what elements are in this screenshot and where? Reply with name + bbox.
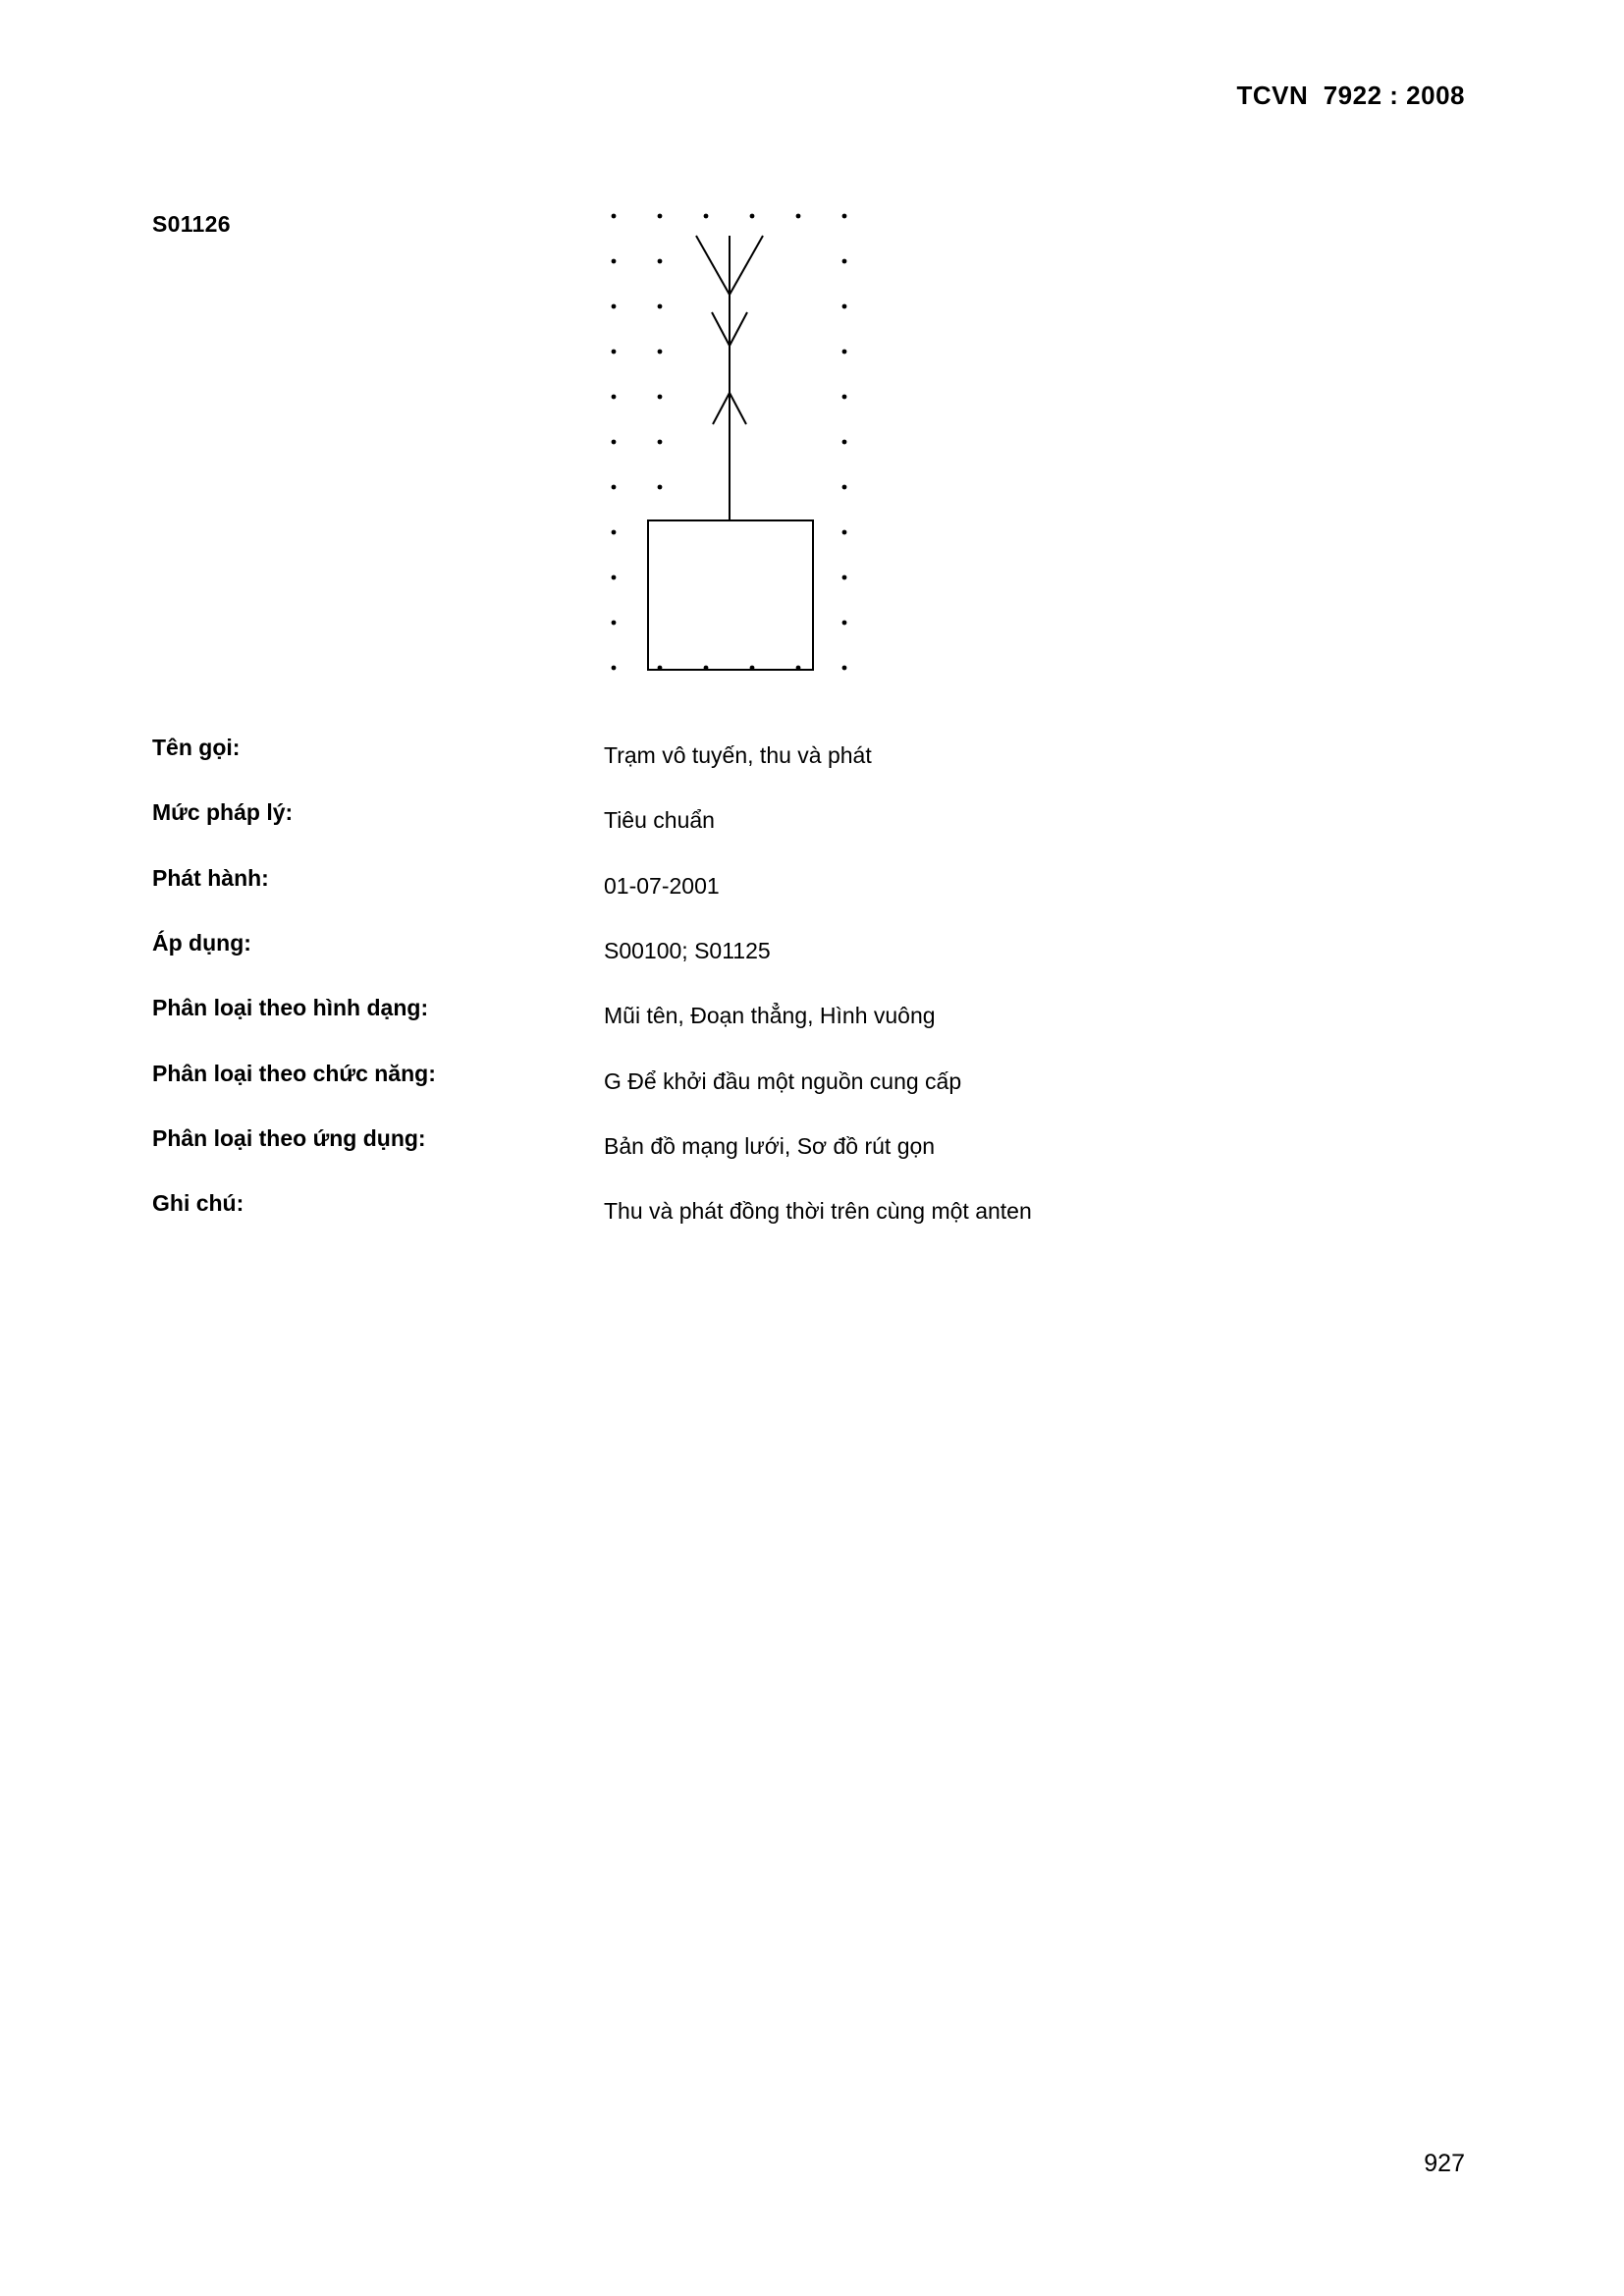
symbol-attribute-table <box>152 732 1458 1253</box>
attribute-value: Trạm vô tuyến, thu và phát <box>604 742 872 768</box>
table-row <box>152 1187 1458 1228</box>
attribute-value: Bản đồ mạng lưới, Sơ đồ rút gọn <box>604 1133 936 1160</box>
page-number: 927 <box>1424 2150 1465 2177</box>
table-row <box>152 992 1458 1032</box>
table-row <box>152 862 1458 902</box>
attribute-label: Mức pháp lý: <box>152 799 294 826</box>
antenna-mast <box>696 236 763 520</box>
station-box <box>648 520 813 670</box>
standard-reference-header: TCVN 7922 : 2008 <box>1236 81 1465 110</box>
attribute-label: Tên gọi: <box>152 735 241 760</box>
attribute-value: Thu và phát đồng thời trên cùng một anten <box>604 1198 1032 1225</box>
attribute-label: Phân loại theo ứng dụng: <box>152 1125 426 1152</box>
table-row <box>152 732 1458 772</box>
symbol-figure <box>589 196 884 727</box>
attribute-label: Phân loại theo chức năng: <box>152 1060 436 1086</box>
attribute-label: Ghi chú: <box>152 1190 244 1217</box>
attribute-value: G Để khởi đầu một nguồn cung cấp <box>604 1067 962 1094</box>
attribute-label: Áp dụng: <box>152 930 251 957</box>
attribute-value: Mũi tên, Đoạn thẳng, Hình vuông <box>604 1003 936 1029</box>
symbol-code: S01126 <box>152 211 231 237</box>
table-row <box>152 1122 1458 1163</box>
table-row <box>152 796 1458 837</box>
attribute-value: S00100; S01125 <box>604 938 771 964</box>
attribute-label: Phân loại theo hình dạng: <box>152 995 429 1021</box>
attribute-value: 01-07-2001 <box>604 872 720 899</box>
table-row <box>152 927 1458 967</box>
attribute-label: Phát hành: <box>152 864 269 891</box>
radio-station-symbol-drawing <box>589 196 884 727</box>
attribute-value: Tiêu chuẩn <box>604 807 715 834</box>
table-row <box>152 1058 1458 1098</box>
